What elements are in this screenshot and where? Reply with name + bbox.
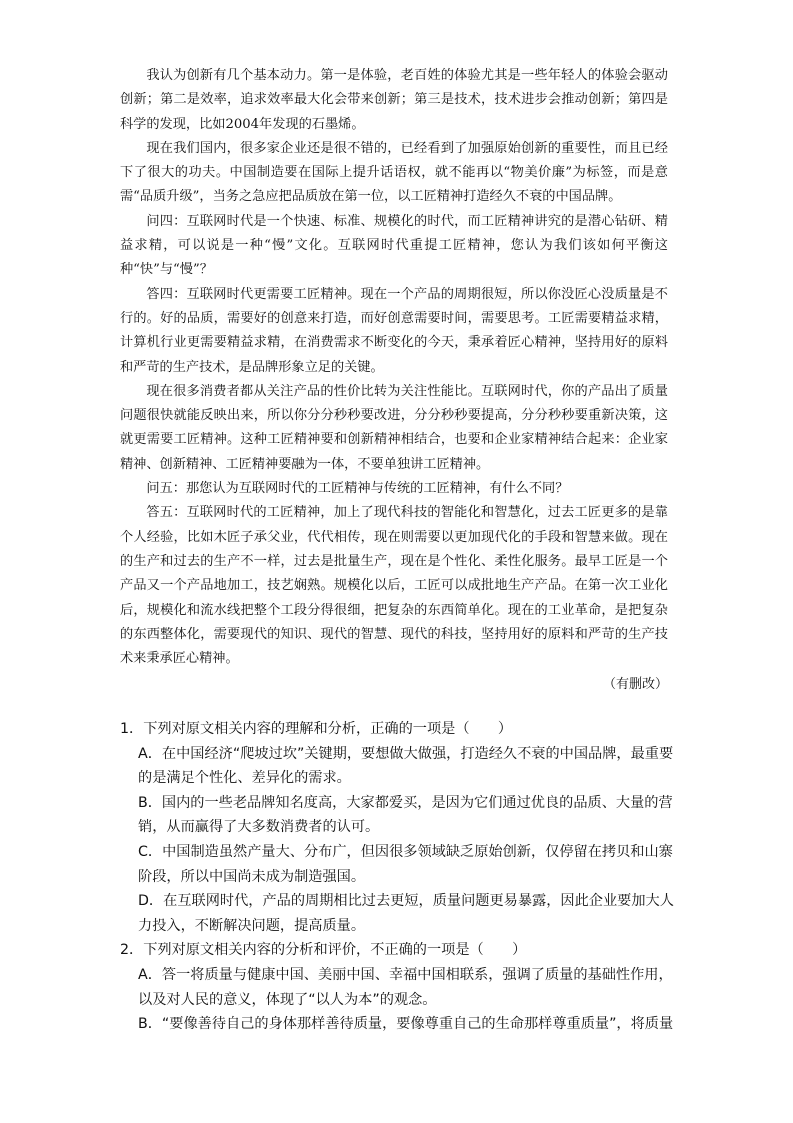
option-letter: B．: [138, 1016, 162, 1033]
option-text: 在互联网时代，产品的周期相比过去更短，质量问题更易暴露，因此企业要加大人力投入，不断解决问题，提高质量。: [138, 893, 674, 934]
passage-paragraph: 现在很多消费者都从关注产品的性价比转为关注性能比。互联网时代，你的产品出了质量问题很快就能反映出来，所以你分分秒秒要改进，分分秒秒要提高，分分秒秒要重新决策，这就更需要工匠精神。这种工匠精神要和创新精神相结合，也要和企业家精神结合起来：企业家精神、创新精神、工匠精神要融为一体，不要单独讲工匠精神。: [120, 383, 668, 472]
option-letter: D．: [138, 893, 164, 910]
question-number: 2．: [120, 942, 144, 959]
passage-paragraph: 问四：互联网时代是一个快速、标准、规模化的时代，而工匠精神讲究的是潜心钻研、精益求精，可以说是一种“慢”文化。互联网时代重提工匠精神，您认为我们该如何平衡这种“快”与“慢”？: [120, 213, 668, 278]
question-1: [120, 717, 680, 938]
option-letter: B．: [138, 794, 162, 811]
question-text: 下列对原文相关内容的分析和评价，不正确的一项是（ ）: [143, 942, 527, 959]
option-a: [138, 742, 680, 791]
option-text: 中国制造虽然产量大、分布广，但因很多领域缺乏原始创新，仅停留在拷贝和山寨阶段，所以中国尚未成为制造强国。: [138, 843, 673, 885]
option-letter: C．: [138, 843, 163, 860]
passage-paragraph: 我认为创新有几个基本动力。第一是体验，老百姓的体验尤其是一些年轻人的体验会驱动创新；第二是效率，追求效率最大化会带来创新；第三是技术，技术进步会推动创新；第四是科学的发现，比如2004年发现的石墨烯。: [120, 68, 668, 132]
option-letter: A．: [138, 966, 162, 983]
option-text: 国内的一些老品牌知名度高，大家都爱买，是因为它们通过优良的品质、大量的营销，从而赢得了大多数消费者的认可。: [138, 794, 673, 836]
question-number: 1．: [120, 721, 144, 737]
question-2: [120, 938, 680, 1036]
option-letter: A．: [138, 745, 162, 762]
passage-paragraph: 答四：互联网时代更需要工匠精神。现在一个产品的周期很短，所以你没匠心没质量是不行的。好的品质，需要好的创意来打造，而好创意需要时间，需要思考。工匠需要精益求精，计算机行业更需要精益求精，在消费需求不断变化的今天，秉承着匠心精神，坚持用好的原料和严苛的生产技术，是品牌形象立足的关键。: [120, 286, 668, 375]
option-b: [138, 1012, 680, 1037]
option-text: 答一将质量与健康中国、美丽中国、幸福中国相联系，强调了质量的基础性作用，以及对人民的意义，体现了“以人为本”的观念。: [138, 966, 673, 1008]
passage-paragraph: 问五：那您认为互联网时代的工匠精神与传统的工匠精神，有什么不同？: [146, 481, 569, 497]
option-c: [138, 840, 680, 889]
passage-paragraph: 答五：互联网时代的工匠精神，加上了现代科技的智能化和智慧化，过去工匠更多的是靠个人经验，比如木匠子承父业，代代相传，现在则需要以更加现代化的手段和智慧来做。现在的生产和过去的生产不一样，过去是批量生产，现在是个性化、柔性化服务。最早工匠是一个产品又一个产品地加工，技艺娴熟。规模化以后，工匠可以成批地生产产品。在第一次工业化后，规模化和流水线把整个工段分得很细，把复杂的东西简单化。现在的工业革命，是把复杂的东西整体化，需要现代的知识、现代的智慧、现代的科技，坚持用好的原料和严苛的生产技术来秉承匠心精神。: [120, 505, 668, 667]
option-text: 在中国经济“爬坡过坎”关键期，要想做大做强，打造经久不衰的中国品牌，最重要的是满足个性化、差异化的需求。: [138, 745, 674, 787]
passage-paragraph: 现在我们国内，很多家企业还是很不错的，已经看到了加强原始创新的重要性，而且已经下了很大的功夫。中国制造要在国际上提升话语权，就不能再以“物美价廉”为标签，而是意需“品质升级”，当务之急应把品质放在第一位，以工匠精神打造经久不衰的中国品牌。: [120, 140, 668, 205]
option-text: “要像善待自己的身体那样善待质量，要像尊重自己的生命那样尊重质量”，将质量: [161, 1016, 674, 1033]
source-note: （有删改）: [602, 677, 668, 693]
question-stem: [120, 938, 680, 963]
question-list: [120, 717, 680, 1037]
reading-passage: [120, 64, 668, 697]
option-d: [138, 889, 680, 938]
question-text: 下列对原文相关内容的理解和分析，正确的一项是（ ）: [143, 721, 513, 737]
option-b: [138, 791, 680, 840]
option-a: [138, 963, 680, 1012]
question-stem: [120, 717, 680, 742]
